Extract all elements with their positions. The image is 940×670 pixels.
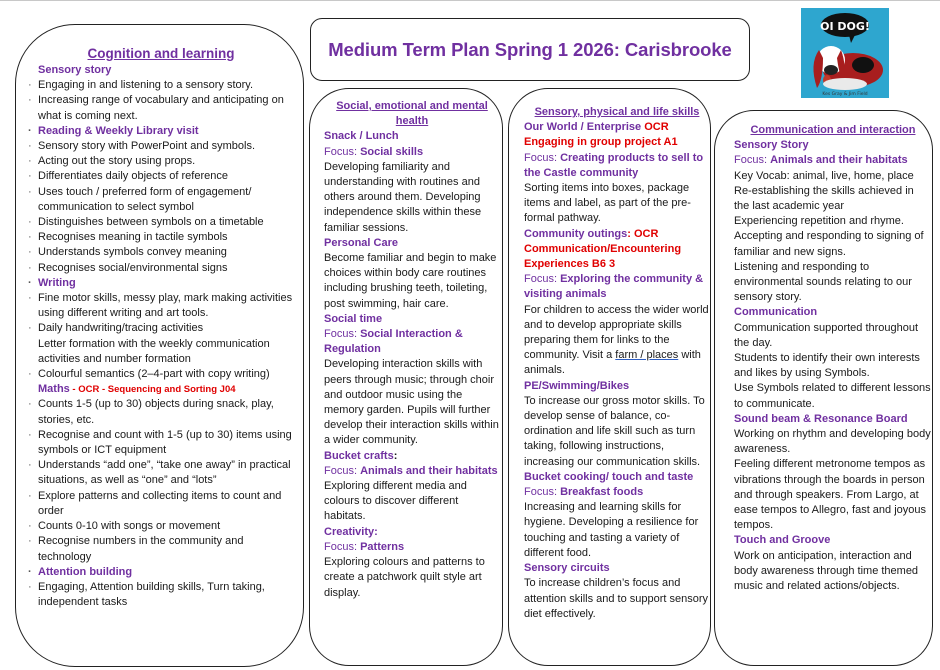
reading-item: · Sensory story with PowerPoint and symbols. — [26, 139, 296, 154]
sound-text-item: Working on rhythm and developing body awareness. — [734, 428, 931, 456]
communication-heading: Communication and interaction — [750, 124, 916, 136]
our-world-label: Our World / Enterprise — [524, 121, 645, 134]
community-text-end: with animals. — [524, 349, 701, 377]
focus-label: Focus: — [734, 154, 771, 167]
community-subheading — [524, 227, 710, 273]
story-text-item: Key Vocab: animal, live, home, place — [734, 169, 914, 182]
focus-label: Focus: — [324, 540, 361, 553]
focus-value: Social Interaction & Regulation — [324, 328, 463, 356]
touch-text-list — [734, 549, 932, 595]
bucket-crafts-subheading — [324, 449, 500, 464]
maths-ocr-label: - OCR - Sequencing and Sorting J04 — [69, 384, 236, 396]
creativity-text: Exploring colours and patterns to create a patchwork quilt style art display. — [324, 556, 485, 599]
book-title: OI DOG! — [820, 20, 870, 33]
writing-item: · Fine motor skills, messy play, mark making activities using different writing and art tools. — [26, 291, 296, 321]
communication-text-item: Communication supported throughout the day. — [734, 321, 919, 349]
reading-item: · Uses touch / preferred form of engagement/ communication to select symbol — [26, 185, 296, 215]
page-title: Medium Term Plan Spring 1 2026: Carisbrooke — [328, 38, 732, 60]
letter-formation-text: Letter formation with the weekly communication activities and number formation — [38, 337, 270, 365]
maths-item: · Recognise numbers in the community and technology — [26, 534, 296, 564]
touch-text-item: Work on anticipation, interaction and body awareness through time themed music and related actions/objects. — [734, 549, 919, 593]
attention-item: · Engaging, Attention building skills, Turn taking, independent tasks — [26, 580, 296, 610]
bucket-crafts-focus — [324, 464, 500, 479]
personal-care-subheading: Personal Care — [324, 236, 398, 249]
our-world-subheading — [524, 120, 710, 150]
sensory-story-item: · Increasing range of vocabulary and anticipating on what is coming next. — [26, 93, 296, 123]
reading-item: · Recognises social/environmental signs — [26, 261, 296, 276]
focus-value: Exploring the community & visiting animals — [524, 273, 704, 301]
pe-subheading: PE/Swimming/Bikes — [524, 379, 630, 392]
book-authors: Kes Gray & Jim Field — [822, 92, 868, 97]
social-content — [324, 99, 500, 601]
community-focus — [524, 272, 710, 302]
story-text-list — [734, 169, 932, 306]
story-focus — [734, 153, 932, 168]
pe-text: To increase our gross motor skills. To develop sense of balance, co-ordination and life skill such as turn taking, following instructions, increasing our communication skills. — [524, 394, 705, 468]
reading-list — [26, 139, 296, 276]
reading-subheading: · Reading & Weekly Library visit — [26, 124, 296, 139]
book-cover-image — [801, 8, 889, 98]
our-world-ocr: OCR Engaging in group project A1 — [524, 121, 678, 149]
focus-value: Patterns — [360, 540, 405, 553]
maths-label: Maths — [38, 383, 70, 396]
maths-item: · Explore patterns and collecting items to count and order — [26, 489, 296, 519]
cognition-content — [26, 45, 296, 610]
communication-subheading: Communication — [734, 306, 818, 319]
maths-subheading — [26, 382, 296, 397]
snack-subheading: Snack / Lunch — [324, 130, 399, 143]
cooking-focus — [524, 485, 710, 500]
top-border — [0, 0, 940, 1]
focus-label: Focus: — [324, 328, 361, 341]
focus-label: Focus: — [524, 273, 561, 286]
communication-text-item: Use Symbols related to different lessons to communicate. — [734, 382, 931, 410]
social-time-subheading: Social time — [324, 312, 383, 325]
social-time-focus — [324, 327, 500, 357]
farm-places-link[interactable]: farm / places — [615, 349, 679, 362]
attention-list — [26, 580, 296, 610]
dog-illustration — [801, 8, 889, 98]
focus-value: Creating products to sell to the Castle community — [524, 151, 704, 179]
story-text-item: Listening and responding to environmental sounds relating to our sensory story. — [734, 260, 912, 304]
bucket-crafts-text: Exploring different media and colours to discover different habitats. — [324, 480, 467, 523]
sensory-content — [524, 105, 710, 622]
cooking-subheading: Bucket cooking/ touch and taste — [524, 470, 694, 483]
creativity-subheading: Creativity: — [324, 525, 378, 538]
our-world-text: Sorting items into boxes, package items and label, as part of the pre-formal pathway. — [524, 182, 691, 225]
communication-text-item: Students to identify their own interests and likes by using Symbols. — [734, 352, 920, 380]
reading-item: · Acting out the story using props. — [26, 154, 296, 169]
community-ocr: : OCR Communication/Encountering Experiences B6 3 — [524, 227, 682, 271]
sensory-story-list — [26, 78, 296, 124]
focus-value: Social skills — [360, 145, 424, 158]
sensory-story-item: · Engaging in and listening to a sensory story. — [26, 78, 296, 93]
focus-value: Breakfast foods — [560, 486, 644, 499]
reading-item: · Differentiates daily objects of reference — [26, 169, 296, 184]
community-label: Community outings — [524, 227, 628, 240]
cognition-heading: Cognition and learning — [87, 46, 235, 61]
writing-item: · Daily handwriting/tracing activities — [26, 321, 296, 336]
sensory-heading: Sensory, physical and life skills — [534, 106, 700, 118]
sensory-story-subheading: Sensory story — [38, 64, 112, 76]
story-text-item: Re-establishing the skills achieved in the last academic year — [734, 184, 914, 213]
story-text-item: Experiencing repetition and rhyme. — [734, 215, 904, 228]
focus-value: Animals and their habitats — [360, 464, 498, 477]
communication-text-list — [734, 321, 932, 412]
maths-item: · Counts 1-5 (up to 30) objects during snack, play, stories, etc. — [26, 397, 296, 427]
touch-subheading: Touch and Groove — [734, 534, 831, 547]
writing-list — [26, 291, 296, 337]
maths-item: · Recognise and count with 1-5 (up to 30) items using symbols or ICT equipment — [26, 428, 296, 458]
sound-text-item: Feeling different metronome tempos as vibrations through the boards in person and through speakers. From Largo, at ease tempos to Allegro, fast and joyous tempos. — [734, 458, 927, 532]
our-world-focus — [524, 151, 710, 181]
bucket-crafts-colon: : — [393, 449, 398, 462]
community-text — [524, 303, 710, 379]
circuits-text: To increase children’s focus and attention skills and to support sensory diet effectively. — [524, 577, 709, 620]
circuits-subheading: Sensory circuits — [524, 562, 610, 575]
cooking-text: Increasing and learning skills for hygiene. Developing a resilience for touching and tasting a variety of different food. — [524, 501, 699, 559]
reading-item: · Distinguishes between symbols on a timetable — [26, 215, 296, 230]
social-time-text: Developing interaction skills with peers through music; through choir and outdoor music using the memory garden. Pupils will further develop their interaction skills within a wider community. — [324, 358, 499, 447]
personal-care-text: Become familiar and begin to make choices within body care routines including brushing teeth, toileting, post swimming, hair care. — [324, 252, 497, 310]
title-box — [310, 18, 750, 81]
sound-subheading: Sound beam & Resonance Board — [734, 412, 908, 425]
colourful-semantics-item: · Colourful semantics (2–4-part with copy writing) — [26, 367, 296, 382]
focus-label: Focus: — [524, 151, 561, 164]
community-text-start: For children to access the wider world and to develop appropriate skills preparing them for links to the community. Visit a — [524, 303, 709, 362]
focus-label: Focus: — [524, 486, 561, 499]
bucket-crafts-label: Bucket crafts — [324, 449, 394, 462]
focus-label: Focus: — [324, 145, 361, 158]
attention-subheading: · Attention building — [26, 565, 296, 580]
story-subheading: Sensory Story — [734, 139, 809, 152]
maths-list — [26, 397, 296, 564]
snack-text: Developing familiarity and understanding with routines and others around them. Developing independence skills within these familiar sessions. — [324, 160, 482, 234]
reading-item: · Understands symbols convey meaning — [26, 245, 296, 260]
story-text-item: Accepting and responding to signing of familiar and new signs. — [734, 230, 924, 258]
maths-item: · Understands “add one”, “take one away” in practical situations, as well as “one” and “lots” — [26, 458, 296, 488]
social-heading: Social, emotional and mental health — [336, 100, 488, 128]
reading-item: · Recognises meaning in tactile symbols — [26, 230, 296, 245]
creativity-focus — [324, 540, 500, 555]
writing-subheading: · Writing — [26, 276, 296, 291]
communication-content — [734, 123, 932, 594]
focus-value: Animals and their habitats — [770, 154, 908, 167]
snack-focus — [324, 145, 500, 160]
focus-label: Focus: — [324, 464, 361, 477]
maths-item: · Counts 0-10 with songs or movement — [26, 519, 296, 534]
sound-text-list — [734, 427, 932, 533]
